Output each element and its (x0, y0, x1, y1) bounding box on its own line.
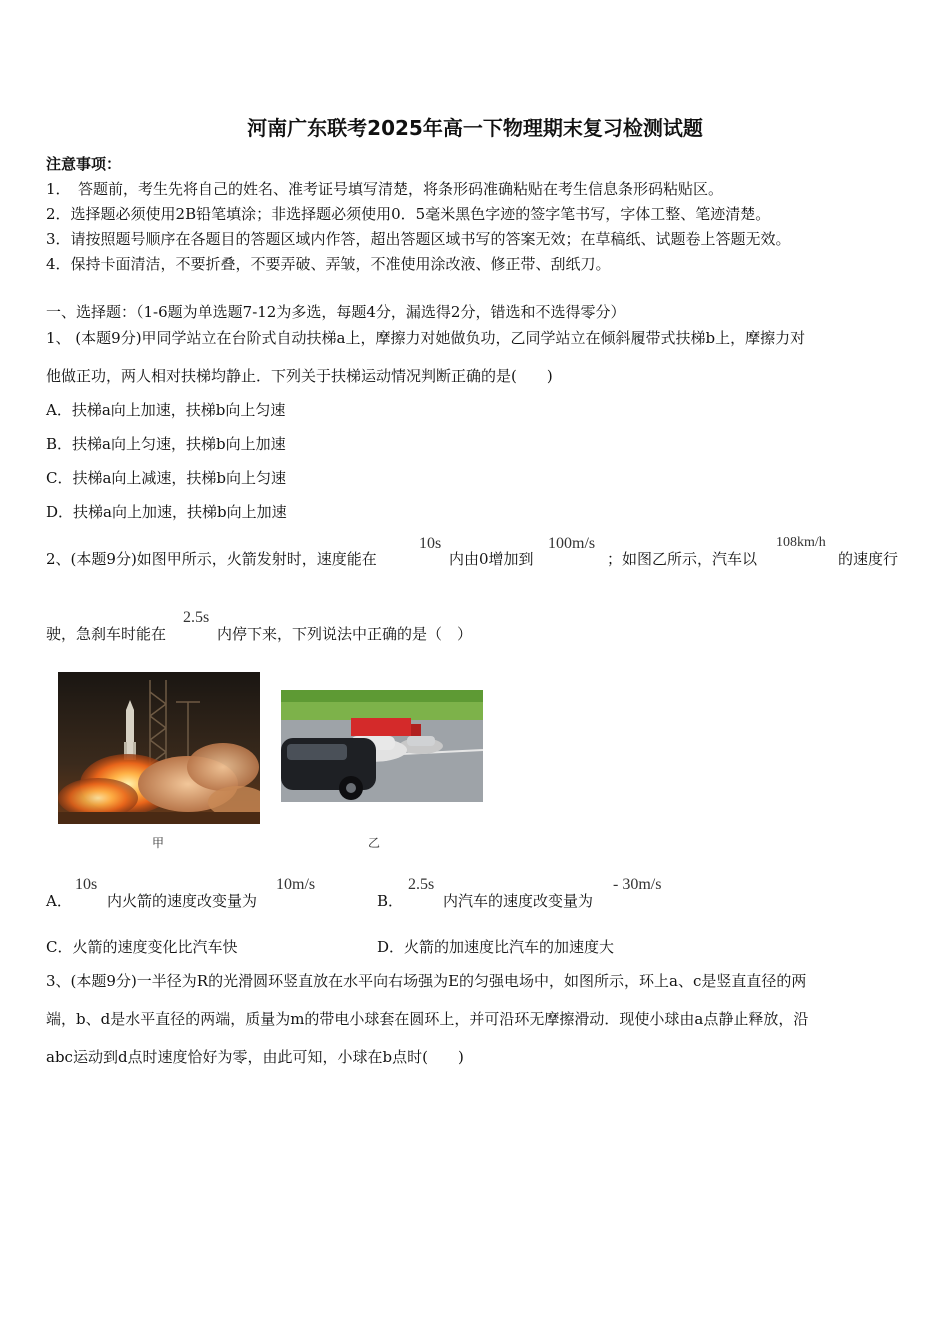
q2-stem-part3: ；如图乙所示，汽车以 (607, 550, 758, 568)
q2-stem-part2: 内由0增加到 (449, 550, 534, 568)
q2-option-b-text: 内汽车的速度改变量为 (443, 892, 594, 910)
q1-option-a: A．扶梯a向上加速，扶梯b向上匀速 (46, 401, 286, 419)
notice-item-1: 1． 答题前，考生先将自己的姓名、准考证号填写清楚，将条形码准确粘贴在考生信息条形码粘贴区。 (46, 180, 724, 198)
q2-option-a-formula-10s: 10s (75, 876, 98, 893)
q3-stem-line1: 3、(本题9分)一半径为R的光滑圆环竖直放在水平向右场强为E的匀强电场中，如图所示，环上a、c是竖直直径的两 (46, 972, 807, 990)
q1-option-c: C．扶梯a向上减速，扶梯b向上匀速 (46, 469, 287, 487)
q2-option-b-label: B． (377, 892, 404, 910)
q2-formula-108kmh: 108km/h (776, 535, 826, 550)
q2-formula-10s: 10s (419, 535, 442, 552)
q2-formula-2-5s: 2.5s (183, 609, 210, 626)
q2-option-b-formula-2-5s: 2.5s (408, 876, 435, 893)
notice-item-4: 4．保持卡面清洁，不要折叠，不要弄破、弄皱，不准使用涂改液、修正带、刮纸刀。 (46, 255, 611, 273)
q3-stem-line3: abc运动到d点时速度恰好为零，由此可知，小球在b点时( ) (46, 1048, 464, 1066)
q1-stem-line1: 1、 (本题9分)甲同学站立在台阶式自动扶梯a上，摩擦力对她做负功，乙同学站立在倾斜履带式扶梯b上，摩擦力对 (46, 329, 806, 347)
q2-option-d: D．火箭的加速度比汽车的加速度大 (377, 938, 615, 956)
notice-item-2: 2．选择题必须使用2B铅笔填涂；非选择题必须使用0．5毫米黑色字迹的签字笔书写，字体工整、笔迹清楚。 (46, 205, 771, 223)
q2-stem-part4: 的速度行 (838, 550, 899, 568)
notice-item-3: 3．请按照题号顺序在各题目的答题区域内作答，超出答题区域书写的答案无效；在草稿纸、试题卷上答题无效。 (46, 230, 791, 248)
q2-stem-part6: 内停下来，下列说法中正确的是（ ） (217, 625, 473, 643)
q1-stem-line2: 他做正功，两人相对扶梯均静止．下列关于扶梯运动情况判断正确的是( ) (46, 367, 553, 385)
q2-option-a-label: A． (46, 892, 72, 910)
q1-option-d: D．扶梯a向上加速，扶梯b向上加速 (46, 503, 287, 521)
q3-stem-line2: 端，b、d是水平直径的两端，质量为m的带电小球套在圆环上，并可沿环无摩擦滑动．现使小球由a点静止释放，沿 (46, 1010, 809, 1028)
rocket-launch-image (58, 672, 260, 824)
car-highway-image (281, 690, 483, 806)
caption-jia: 甲 (152, 836, 165, 850)
q2-stem-part1: 2、(本题9分)如图甲所示，火箭发射时，速度能在 (46, 550, 377, 568)
q2-option-a-text: 内火箭的速度改变量为 (107, 892, 258, 910)
q2-option-a-formula-10ms: 10m/s (276, 876, 316, 893)
q2-option-b-formula-neg30ms: - 30m/s (613, 876, 662, 893)
q1-option-b: B．扶梯a向上匀速，扶梯b向上加速 (46, 435, 286, 453)
q2-formula-100ms: 100m/s (548, 535, 596, 552)
section-heading: 一、选择题：（1-6题为单选题7-12为多选，每题4分，漏选得2分，错选和不选得零分） (46, 303, 626, 321)
q2-stem-part5: 驶，急刹车时能在 (46, 625, 167, 643)
q2-option-c: C．火箭的速度变化比汽车快 (46, 938, 238, 956)
page-title: 河南广东联考2025年高一下物理期末复习检测试题 (247, 116, 703, 140)
notice-heading: 注意事项： (46, 155, 122, 173)
caption-yi: 乙 (368, 836, 381, 850)
